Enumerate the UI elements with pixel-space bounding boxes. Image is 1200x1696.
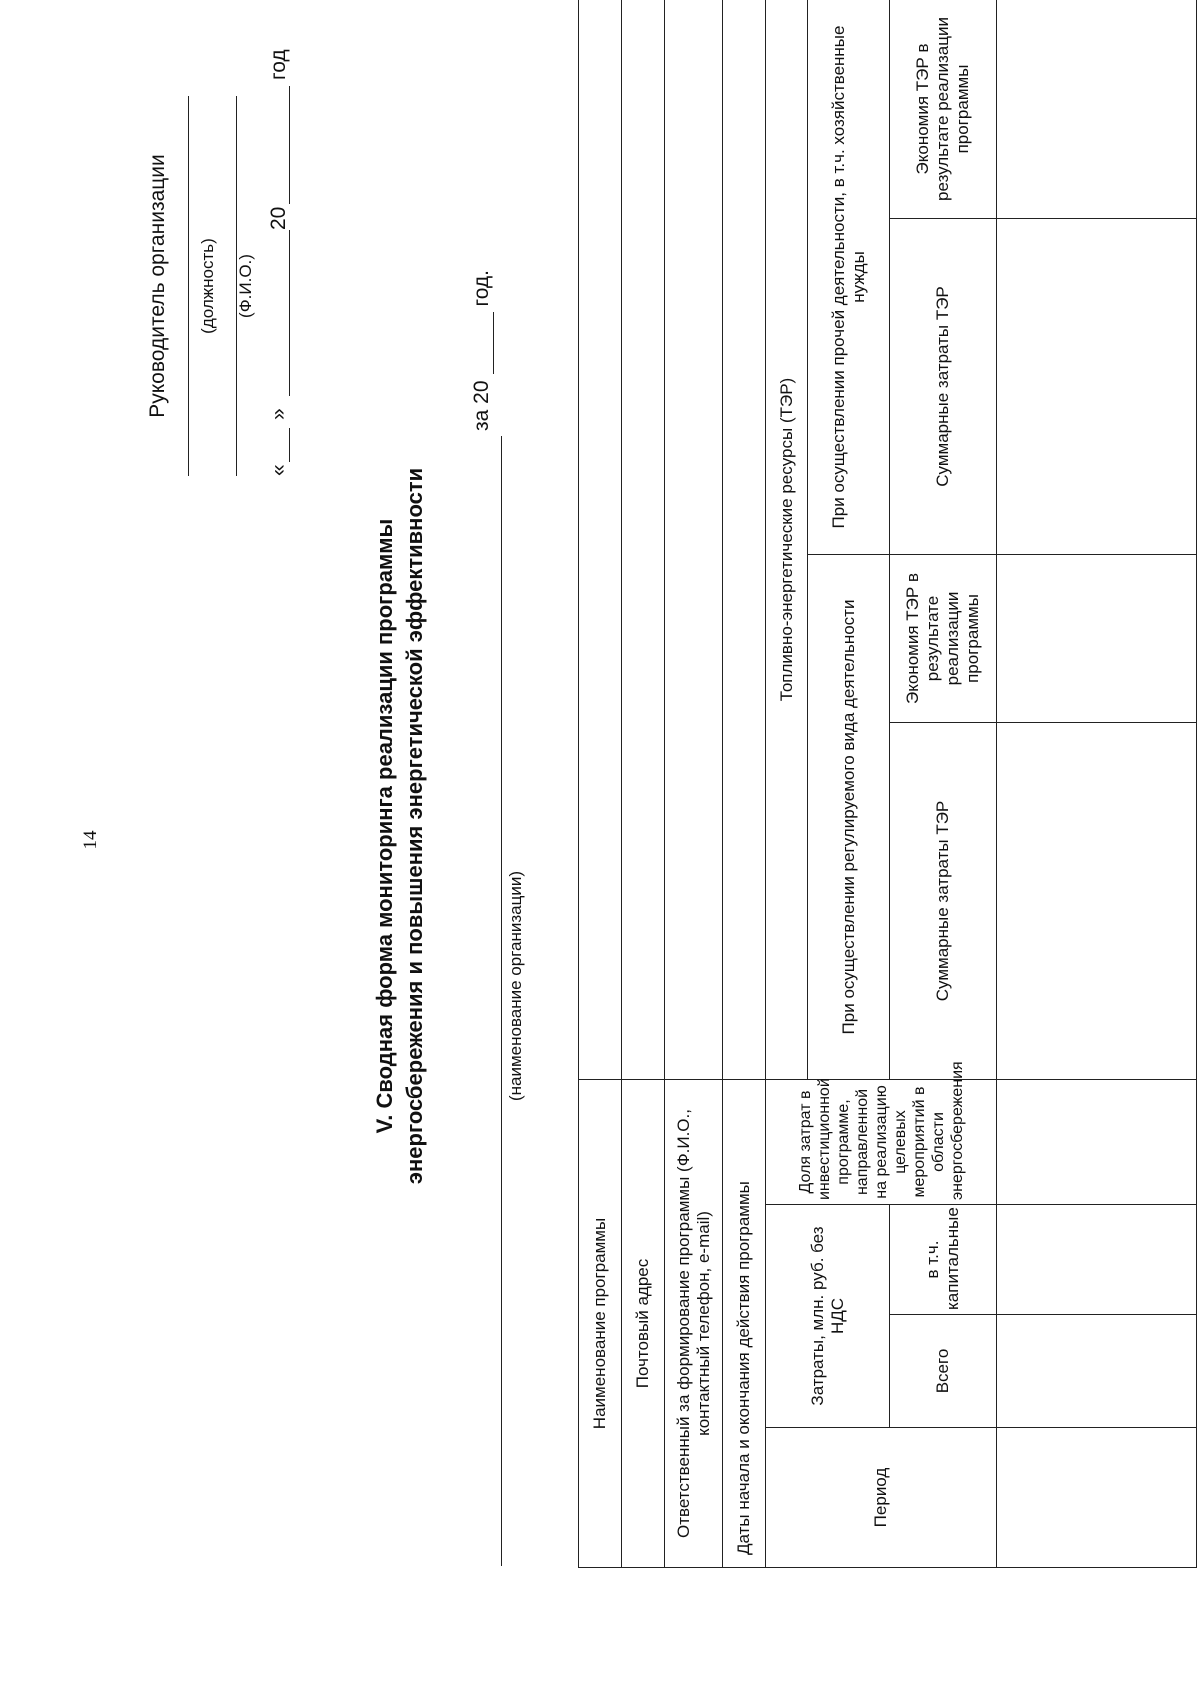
row-dates [723, 0, 766, 1568]
form-title [370, 396, 430, 1256]
month-blank [289, 230, 290, 396]
costs-header: Затраты, млн. руб. без НДС [766, 1205, 890, 1428]
period-header: Период [766, 1428, 997, 1568]
organization-row [470, 86, 550, 1566]
row-postal-address [622, 0, 665, 1568]
other-total-fer-header: Суммарные затраты ТЭР [890, 218, 997, 554]
day-blank [289, 428, 290, 462]
costs-total-header: Всего [890, 1315, 997, 1428]
period-suffix: год. [470, 269, 493, 307]
year-prefix: 20 [267, 206, 290, 230]
period-blank [471, 312, 494, 374]
approval-title: Руководитель организации [146, 154, 169, 418]
program-name-label: Наименование программы [579, 1079, 622, 1567]
fer-header: Топливно-энергетические ресурсы (ТЭР) [766, 0, 808, 1079]
position-caption: (должность) [198, 238, 217, 334]
other-total-fer-cell[interactable] [997, 218, 1197, 554]
organization-line [501, 436, 502, 1566]
approval-block [0, 36, 330, 476]
costs-capital-header: в т.ч. капитальные [890, 1205, 997, 1315]
period-field [470, 71, 494, 431]
share-cell[interactable] [997, 1079, 1197, 1204]
costs-total-cell[interactable] [997, 1315, 1197, 1428]
data-row [997, 0, 1197, 1568]
other-header: При осуществлении прочей деятельности, в т.ч. хозяйственные нужды [808, 0, 890, 554]
dates-value[interactable] [723, 0, 766, 1079]
regulated-savings-header: Экономия ТЭР в результате реализации программы [890, 554, 997, 722]
responsible-label-line2: контактный телефон, e-mail) [693, 1211, 713, 1436]
regulated-total-fer-header: Суммарные затраты ТЭР [890, 722, 997, 1079]
row-responsible [665, 0, 723, 1568]
postal-address-value[interactable] [622, 0, 665, 1079]
regulated-header: При осуществлении регулируемого вида деятельности [808, 554, 890, 1079]
responsible-label [665, 1079, 723, 1567]
approval-date [255, 36, 295, 476]
organization-caption: (наименование организации) [506, 870, 525, 1102]
dates-label: Даты начала и окончания действия программы [723, 1079, 766, 1567]
responsible-value[interactable] [665, 0, 723, 1079]
other-savings-header: Экономия ТЭР в результате реализации программы [890, 0, 997, 218]
position-line [188, 96, 189, 476]
header-row-3 [890, 0, 997, 1568]
regulated-savings-cell[interactable] [997, 554, 1197, 722]
monitoring-table [578, 0, 1197, 1568]
period-cell[interactable] [997, 1428, 1197, 1568]
year-blank [289, 86, 290, 204]
regulated-total-fer-cell[interactable] [997, 722, 1197, 1079]
period-prefix: за 20 [470, 380, 493, 431]
costs-capital-cell[interactable] [997, 1205, 1197, 1315]
name-caption: (Ф.И.О.) [236, 254, 255, 318]
postal-address-label: Почтовый адрес [622, 1079, 665, 1567]
program-name-value[interactable] [579, 0, 622, 1079]
date-open-quote: « [267, 464, 290, 476]
other-savings-cell[interactable] [997, 0, 1197, 218]
form-title-line1: V. Сводная форма мониторинга реализации программы [372, 518, 397, 1134]
row-program-name [579, 0, 622, 1568]
form-title-line2: энергосбережения и повышения энергетической эффективности [402, 467, 427, 1185]
date-close-quote: » [267, 408, 290, 420]
page-number: 14 [80, 830, 101, 850]
header-row-1 [766, 0, 808, 1568]
responsible-label-line1: Ответственный за формирование программы (Ф.И.О., [673, 1109, 693, 1538]
share-header: Доля затрат в инвестиционной программе, направленной на реализацию целевых мероприятий в области энергосбережения [766, 1079, 997, 1204]
year-suffix: год [267, 49, 290, 80]
